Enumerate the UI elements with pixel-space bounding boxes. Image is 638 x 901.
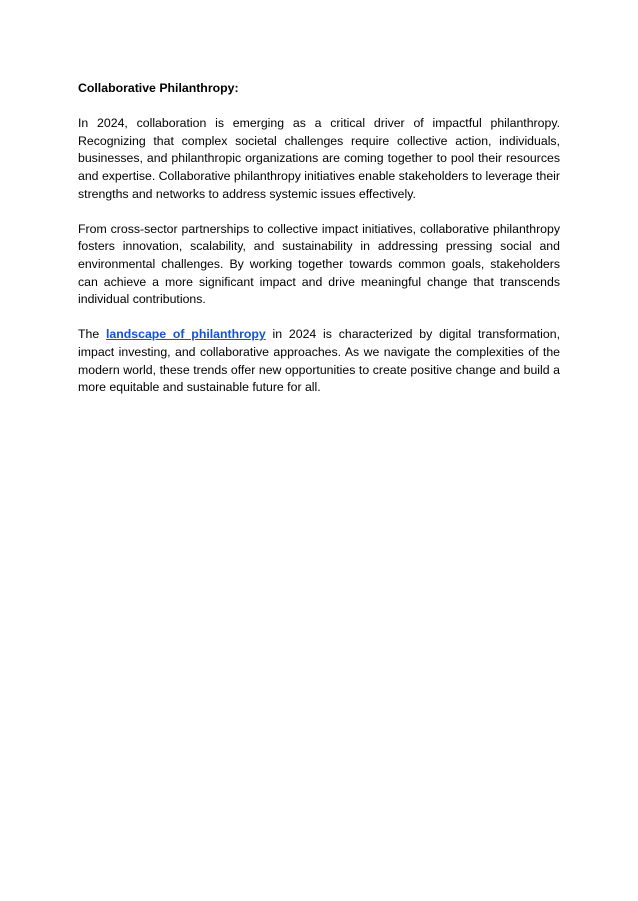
paragraph-conclusion-rest: in 2024 is characterized by digital transformation, impact investing, and collaborative approaches. As we navigate the complexities of the modern world, these trends offer new opportunities to create positive change and build a more equitable and sustainable future for all. bbox=[78, 327, 561, 395]
landscape-of-philanthropy-link[interactable]: landscape of philanthropy bbox=[105, 327, 266, 342]
paragraph-partnerships: From cross-sector partnerships to collective impact initiatives, collaborative philanthropy fosters innovation, scalability, and sustainability in addressing pressing social and environmental challenges. By working together towards common goals, stakeholders can achieve a more significant impact and drive meaningful change that transcends individual contributions. bbox=[78, 221, 560, 307]
paragraph-intro: In 2024, collaboration is emerging as a critical driver of impactful philanthropy. Recognizing that complex societal challenges require collective action, individuals, businesses, and philanthropic organizations are coming together to pool their resources and expertise. Collaborative philanthropy initiatives enable stakeholders to leverage their strengths and networks to address systemic issues effectively. bbox=[78, 116, 560, 201]
paragraph-conclusion bbox=[78, 326, 560, 396]
section-heading: Collaborative Philanthropy: bbox=[78, 81, 239, 95]
document-page bbox=[78, 80, 560, 414]
paragraph-conclusion-lead: The bbox=[78, 327, 106, 342]
